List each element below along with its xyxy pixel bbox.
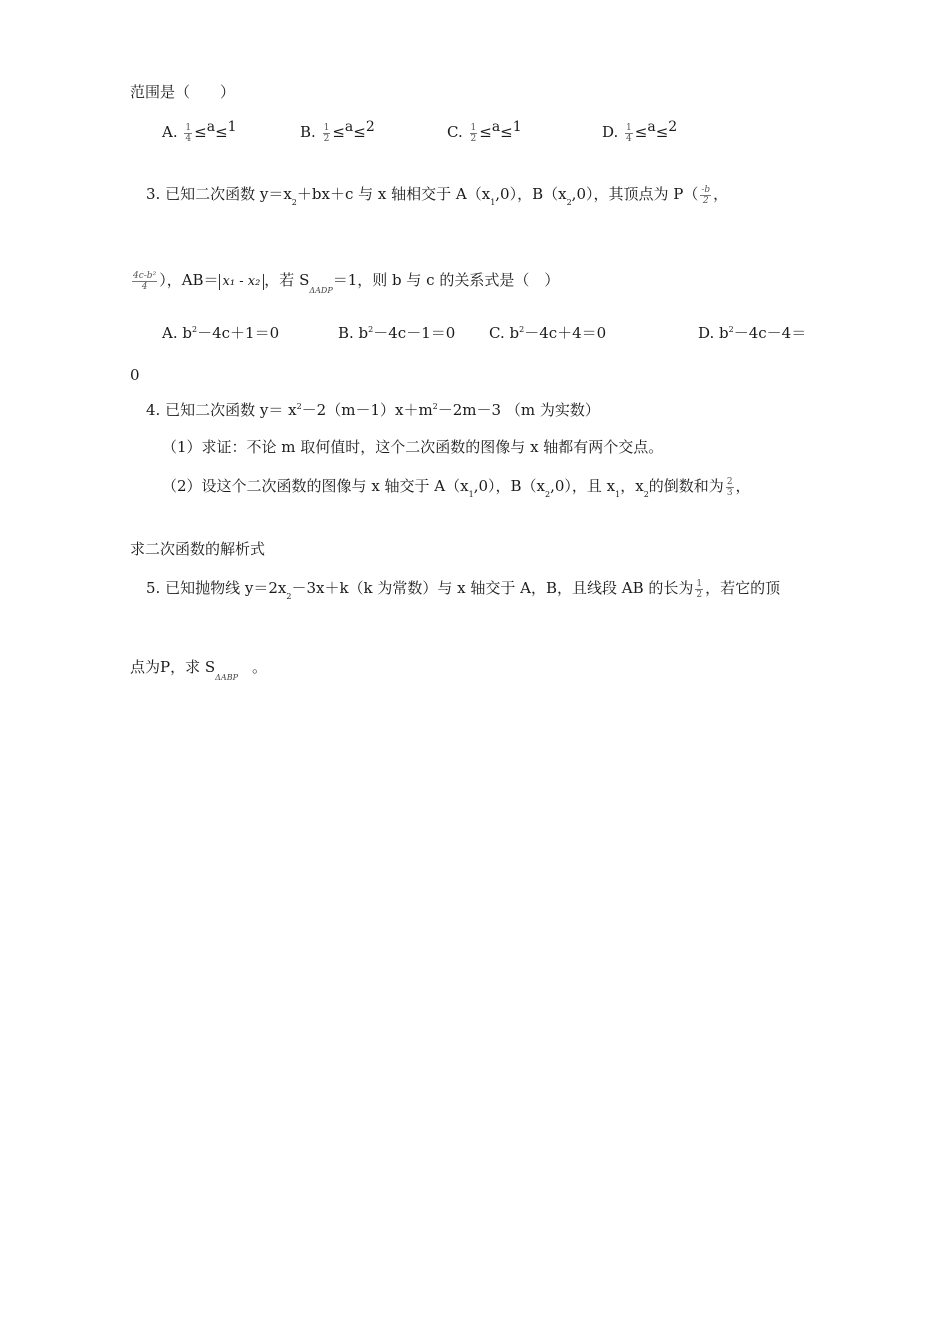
fraction: $\frac{2}{3}$ <box>726 476 733 498</box>
question-4-part-2-wrap: 求二次函数的解析式 <box>130 540 266 558</box>
fraction: $\frac{1}{2}$ <box>470 122 477 144</box>
q2-option-b: B. $\frac{1}{2}$ ≤a≤2 <box>300 119 375 144</box>
option-label: C. <box>447 123 463 141</box>
question-number: 4. <box>146 401 161 419</box>
question-5-line-1: 5. 已知抛物线 $y=2x_2-3x+k(k$ 为常数）与 x 轴交于 A，B，且线段 AB 的长为 $\frac{1}{2}$ ，若它的顶 <box>146 578 781 601</box>
question-5-line-2: 点为P，求 $S_{\Delta ABP}$。 <box>130 658 267 682</box>
q2-option-a: A. $\frac{1}{4}$ ≤a≤1 <box>162 119 237 144</box>
q2-tail: 范围是（ ） <box>130 83 236 101</box>
question-number: 3. <box>146 185 161 203</box>
triangle-subscript: ΔABP <box>215 673 238 682</box>
question-4-line-1: 4. 已知二次函数 $y= x^2-2(m-1)x+m^2-2m-3$ （m 为实数） <box>146 401 600 419</box>
q2-option-c: C. $\frac{1}{2}$ ≤a≤1 <box>447 119 522 144</box>
q3-option-a: A. $b^2-4c+1=0$ <box>162 324 280 342</box>
option-label: B. <box>300 123 316 141</box>
fraction: $\frac{1}{4}$ <box>185 122 192 144</box>
q3-option-d-wrap: 0 <box>130 366 140 384</box>
vertex-x-fraction: $\frac{-b}{2}$ <box>701 184 711 206</box>
question-number: 5. <box>146 579 161 597</box>
question-3-line-1: 3. 已知二次函数 $y=x_2+bx+c$ 与 x 轴相交于 $A(x_1,0)$，$B(x_2,0)$，其顶点为 P（ $\frac{-b}{2}$ ， <box>146 184 729 207</box>
option-label: A. <box>162 123 178 141</box>
absolute-value: x₁ - x₂ <box>219 274 265 290</box>
question-4-part-1: （1）求证：不论 m 取何值时，这个二次函数的图像与 x 轴都有两个交点。 <box>162 438 664 456</box>
q3-option-b: B. $b^2-4c-1=0$ <box>338 324 456 342</box>
vertex-y-fraction: $\frac{\text{4c-b²}}{4}$ <box>133 270 157 292</box>
fraction: $\frac{1}{4}$ <box>626 122 632 144</box>
triangle-subscript: ΔADP <box>309 286 333 295</box>
question-4-part-2: （2）设这个二次函数的图像与 x 轴交于 $A(x_1,0)$，$B(x_2,0)$，且 $x_1$，$x_2$的倒数和为 $\frac{2}{3}$ ， <box>162 476 751 499</box>
option-label: D. <box>602 123 619 141</box>
q3-option-c: C. $b^2-4c+4=0$ <box>489 324 607 342</box>
fraction: $\frac{1}{2}$ <box>323 122 330 144</box>
question-3-line-2: $\frac{\text{4c-b²}}{4}$ ），AB＝ x₁ - x₂ ，若 $S_{\Delta ADP}=1$，则 b 与 c 的关系式是（ ） <box>133 270 560 295</box>
fraction: $\frac{1}{2}$ <box>696 578 703 600</box>
q2-option-d: D. $\frac{1}{4}$ ≤a≤2 <box>602 119 678 144</box>
q3-option-d: D. $b^2-4c-4=$ <box>698 324 807 342</box>
